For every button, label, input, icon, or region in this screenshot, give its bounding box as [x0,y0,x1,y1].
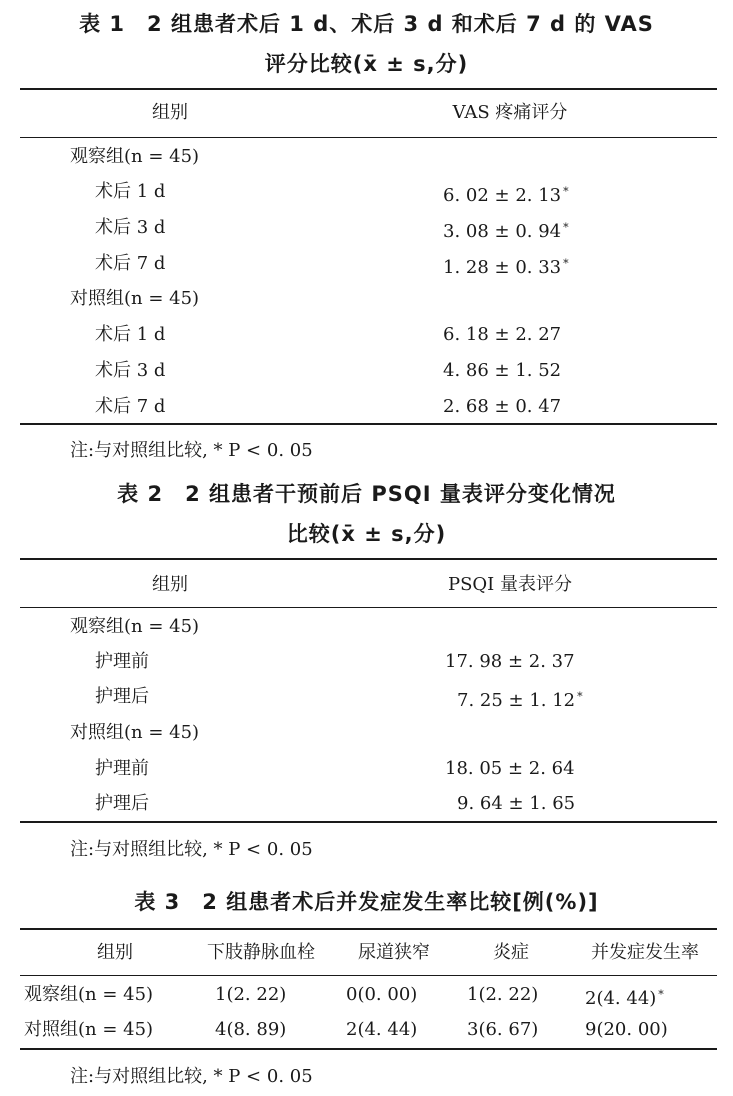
row-rate: 2(4. 44) * [585,988,664,1009]
row-label: 对照组(n = 45) [70,722,200,743]
row-label: 护理后 [95,793,149,814]
row-label: 术后 7 d [95,253,166,274]
table1-top-rule [20,88,717,90]
row-label: 术后 3 d [95,217,166,238]
significance-mark: * [577,690,583,703]
table1-title-line2: 评分比较(x̄ ± s,分) [264,52,469,76]
row-value: 3. 08 ± 0. 94 * [443,221,569,242]
row-label: 护理前 [95,651,149,672]
table1-title-line1: 表 1 2 组患者术后 1 d、术后 3 d 和术后 7 d 的 VAS [79,12,654,36]
significance-mark: * [658,988,664,1001]
table3-header-stricture: 尿道狭窄 [358,942,430,963]
row-value: 2. 68 ± 0. 47 [443,396,562,417]
table2-header-psqi: PSQI 量表评分 [447,574,573,595]
table3-header-inflammation: 炎症 [493,942,529,963]
table2-header-rule [20,607,717,608]
row-label: 护理后 [95,686,149,707]
row-label: 术后 1 d [95,181,166,202]
table2-header-group: 组别 [152,574,188,595]
row-inflammation: 3(6. 67) [467,1019,539,1040]
row-dvt: 4(8. 89) [215,1019,287,1040]
table1-header-group: 组别 [152,102,188,123]
table1-bottom-rule [20,423,717,425]
table2-title-line1: 表 2 2 组患者干预前后 PSQI 量表评分变化情况 [117,482,616,506]
table3-header-group: 组别 [97,942,133,963]
row-group: 观察组(n = 45) [24,984,154,1005]
row-dvt: 1(2. 22) [215,984,287,1005]
row-label: 术后 7 d [95,396,166,417]
row-value: 6. 02 ± 2. 13 * [443,185,569,206]
row-label: 术后 3 d [95,360,166,381]
table3-bottom-rule [20,1048,717,1050]
table3-note: 注:与对照组比较, * P < 0. 05 [70,1066,313,1087]
table3-title: 表 3 2 组患者术后并发症发生率比较[例(%)] [134,890,599,914]
table2-title-line2: 比较(x̄ ± s,分) [286,522,447,546]
table3-header-rule [20,975,717,976]
row-value: 7. 25 ± 1. 12 * [457,690,583,711]
table2-bottom-rule [20,821,717,823]
table1-header-vas: VAS 疼痛评分 [452,102,568,123]
row-label: 护理前 [95,758,149,779]
row-group: 对照组(n = 45) [24,1019,154,1040]
row-value: 9. 64 ± 1. 65 [457,793,576,814]
row-value: 17. 98 ± 2. 37 [445,651,575,672]
table2-note: 注:与对照组比较, * P < 0. 05 [70,839,313,860]
significance-mark: * [563,221,569,234]
table2-top-rule [20,558,717,560]
row-label: 观察组(n = 45) [70,146,200,167]
table3-top-rule [20,928,717,930]
row-value: 6. 18 ± 2. 27 [443,324,562,345]
row-rate: 9(20. 00) [585,1019,668,1040]
table3-header-dvt: 下肢静脉血栓 [207,942,315,963]
row-stricture: 2(4. 44) [346,1019,418,1040]
row-label: 术后 1 d [95,324,166,345]
row-value: 4. 86 ± 1. 52 [443,360,562,381]
table1-header-rule [20,137,717,138]
row-inflammation: 1(2. 22) [467,984,539,1005]
row-stricture: 0(0. 00) [346,984,418,1005]
row-value: 1. 28 ± 0. 33 * [443,257,569,278]
row-label: 观察组(n = 45) [70,616,200,637]
table1-note: 注:与对照组比较, * P < 0. 05 [70,440,313,461]
significance-mark: * [563,185,569,198]
significance-mark: * [563,257,569,270]
row-value: 18. 05 ± 2. 64 [445,758,575,779]
row-label: 对照组(n = 45) [70,288,200,309]
table3-header-rate: 并发症发生率 [591,942,699,963]
